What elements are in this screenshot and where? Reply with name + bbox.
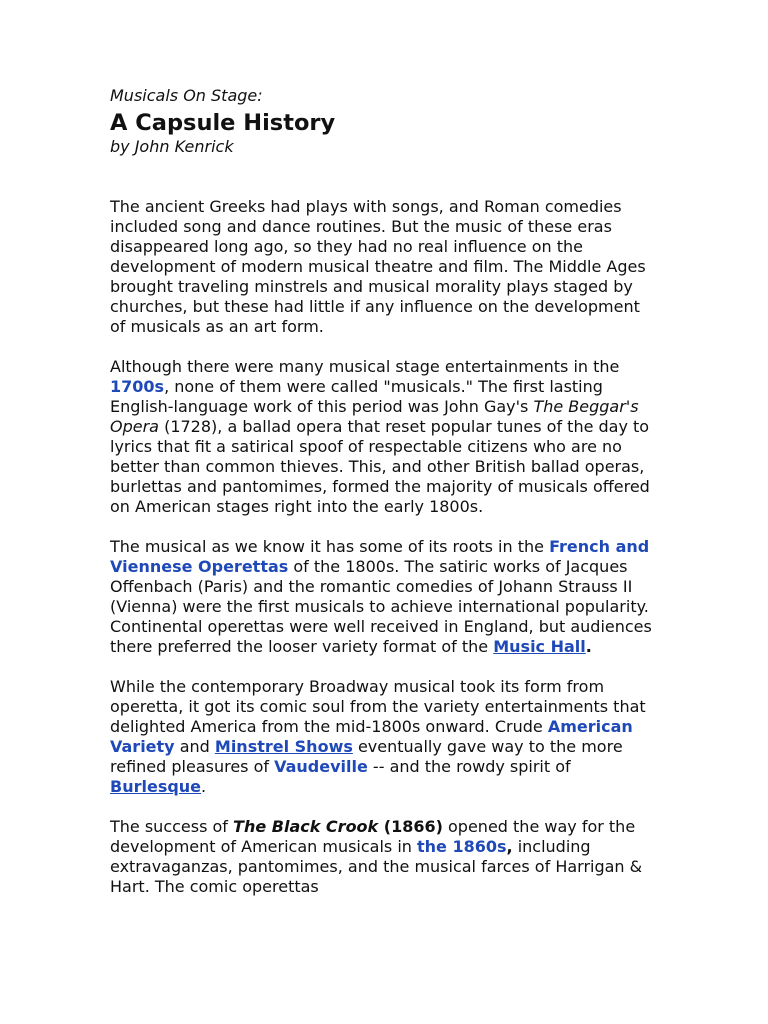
link-american-variety[interactable]: American Variety (110, 717, 633, 756)
article-byline: by John Kenrick (110, 137, 234, 156)
link-1860s[interactable]: the 1860s (417, 837, 507, 856)
paragraph-text: While the contemporary Broadway musical took its form from operetta, it got its comic soul from the variety entertainments that delighted America from the mid-1800s onward. Crude (110, 677, 646, 736)
title-black-crook (233, 817, 443, 836)
link-french-viennese-operettas[interactable]: French and Viennese Operettas (110, 537, 650, 576)
article-title: A Capsule History (110, 110, 336, 136)
title-beggars-opera: The Beggar's Opera (110, 397, 639, 436)
paragraph-text: The musical as we know it has some of its roots in the (110, 537, 550, 556)
paragraph-text: and (174, 737, 215, 756)
year-1866: (1866) (378, 817, 443, 836)
article-subtitle: Musicals On Stage: (110, 86, 263, 105)
paragraph-operettas (110, 537, 660, 657)
paragraph-text: opened the way for the development of American musicals in (110, 817, 636, 856)
link-burlesque[interactable]: Burlesque (110, 777, 202, 796)
link-vaudeville[interactable]: Vaudeville (274, 757, 368, 776)
period-text: . (585, 637, 592, 656)
paragraph-text: of the 1800s. The satiric works of Jacques Offenbach (Paris) and the romantic comedies of Johann Strauss II (Vienna) were the first musicals to achieve international popularity. Continental operettas were well received in England, but audiences there preferred the looser variety format of the (110, 557, 652, 656)
paragraph-text: . (201, 777, 207, 796)
paragraph-text: eventually gave way to the more refined pleasures of (110, 737, 623, 776)
paragraph-text: The success of (110, 817, 234, 836)
paragraph-black-crook (110, 817, 660, 897)
paragraph-text: , none of them were called "musicals." The first lasting English-language work of this period was John Gay's (110, 377, 603, 416)
paragraph-text: The ancient Greeks had plays with songs, and Roman comedies included song and dance routines. But the music of these eras disappeared long ago, so they had no real influence on the development of modern musical theatre and film. The Middle Ages brought traveling minstrels and musical morality plays staged by churches, but these had little if any influence on the development of musicals as an art form. (110, 197, 646, 336)
paragraph-variety (110, 677, 660, 797)
comma-text: , (506, 837, 513, 856)
paragraph-text: including extravaganzas, pantomimes, and the musical farces of Harrigan & Hart. The comic operettas (110, 837, 643, 896)
paragraph-1700s (110, 357, 660, 517)
link-music-hall[interactable]: Music Hall (493, 637, 586, 656)
link-1700s[interactable]: 1700s (110, 377, 165, 396)
paragraph-text: (1728), a ballad opera that reset popular tunes of the day to lyrics that fit a satirical spoof of respectable citizens who are no better than common thieves. This, and other British ballad operas, burlettas and pantomimes, formed the majority of musicals offered on American stages right into the early 1800s. (110, 417, 650, 516)
paragraph-greeks (110, 197, 660, 337)
title-black-crook-italic: The Black Crook (233, 817, 379, 836)
link-minstrel-shows[interactable]: Minstrel Shows (214, 737, 353, 756)
paragraph-text: Although there were many musical stage entertainments in the (110, 357, 620, 376)
article (110, 86, 660, 917)
paragraph-text: -- and the rowdy spirit of (367, 757, 571, 776)
